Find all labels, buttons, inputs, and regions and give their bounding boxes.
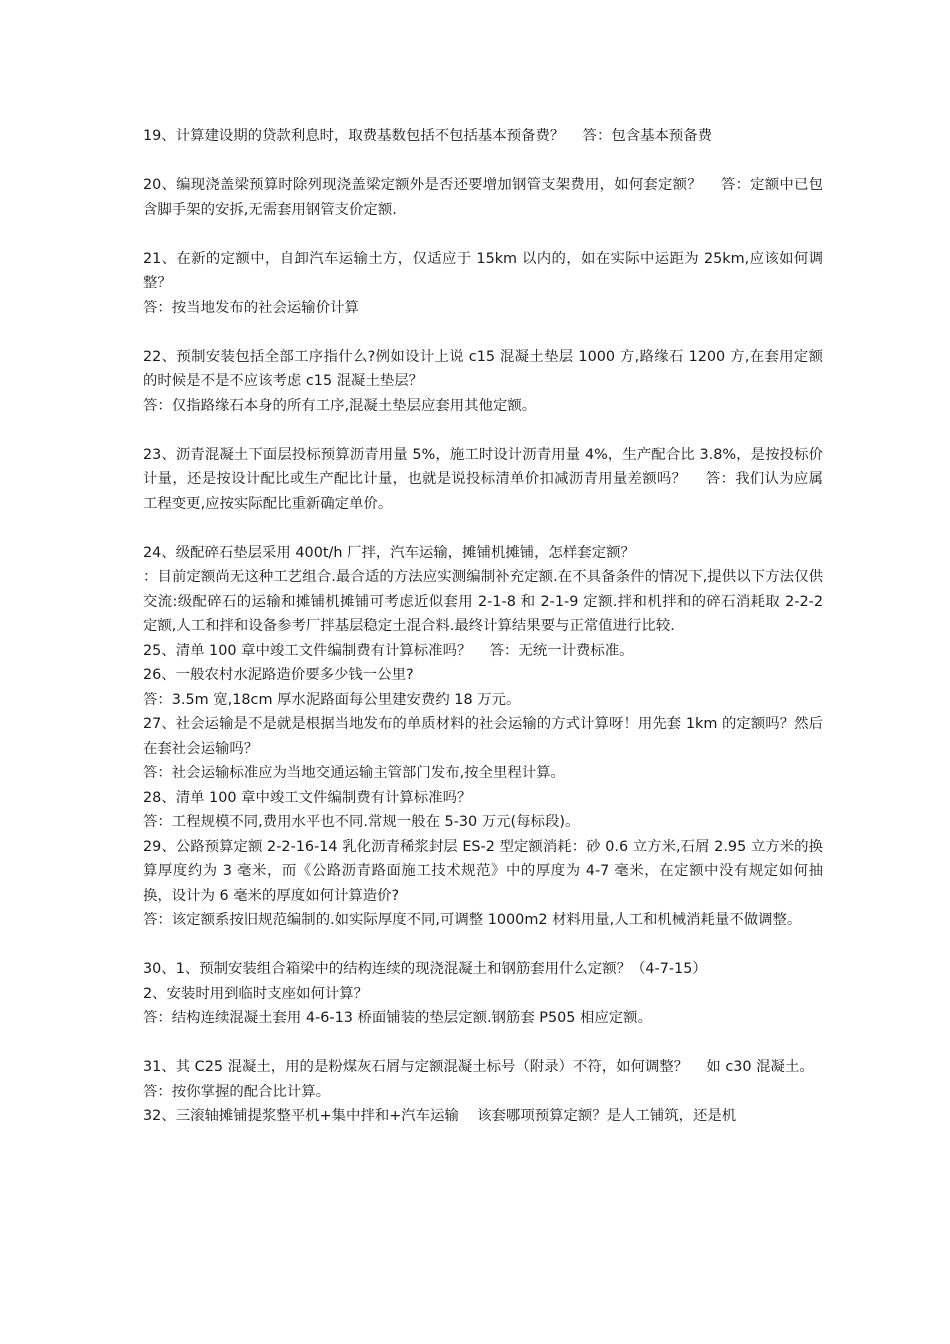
paragraph-26-answer: 答：3.5m 宽,18cm 厚水泥路面每公里建安费约 18 万元。 — [143, 691, 521, 708]
paragraph-24-question: 24、级配碎石垫层采用 400t/h 厂拌，汽车运输，摊铺机摊铺，怎样套定额？ — [143, 544, 635, 561]
paragraph-30-question-1: 30、1、预制安装组合箱梁中的结构连续的现浇混凝土和钢筋套用什么定额？（4-7-15） — [143, 961, 707, 977]
paragraph-gap — [143, 418, 823, 443]
paragraph-30-answer: 答：结构连续混凝土套用 4-6-13 桥面铺装的垫层定额.钢筋套 P505 相应定额。 — [143, 1010, 652, 1026]
paragraph-gap — [143, 1031, 823, 1056]
paragraph-19: 19、计算建设期的贷款利息时，取费基数包括不包括基本预备费？ 答：包含基本预备费 — [143, 128, 713, 144]
paragraph-22-question: 22、预制安装包括全部工序指什么?例如设计上说 c15 混凝土垫层 1000 方,路缘石 1200 方,在套用定额的时候是不是不应该考虑 c15 混凝土垫层？ — [143, 348, 823, 389]
paragraph-gap — [143, 933, 823, 958]
paragraph-31-answer: 答：按你掌握的配合比计算。 — [143, 1083, 331, 1100]
paragraph-22-answer: 答：仅指路缘石本身的所有工序,混凝土垫层应套用其他定额。 — [143, 397, 537, 414]
document-page — [143, 124, 828, 1129]
paragraph-29-answer: 答：该定额系按旧规范编制的.如实际厚度不同,可调整 1000m2 材料用量,人工和机械消耗量不做调整。 — [143, 912, 802, 928]
paragraph-24-answer: ：目前定额尚无这种工艺组合.最合适的方法应实测编制补充定额.在不具备条件的情况下,提供以下方法仅供交流:级配碎石的运输和摊铺机摊铺可考虑近似套用 2-1-8 和 2-1-9 定额.拌和机拌和的碎石消耗取 2-2-2 定额,人工和拌和设备参考厂拌基层稳定土混合料.最终计算结果要与正常值进行比较. — [143, 569, 828, 634]
paragraph-gap — [143, 222, 823, 247]
paragraph-28-question: 28、清单 100 章中竣工文件编制费有计算标准吗？ — [143, 789, 472, 806]
paragraph-27-answer: 答：社会运输标准应为当地交通运输主管部门发布,按全里程计算。 — [143, 765, 565, 781]
paragraph-gap — [143, 149, 823, 174]
paragraph-gap — [143, 320, 823, 345]
paragraph-25: 25、清单 100 章中竣工文件编制费有计算标准吗？ 答：无统一计费标准。 — [143, 642, 634, 659]
paragraph-20: 20、编现浇盖梁预算时除列现浇盖梁定额外是否还要增加钢管支架费用，如何套定额？ 答：定额中已包含脚手架的安拆,无需套用钢管支价定额. — [143, 177, 823, 218]
paragraph-23: 23、沥青混凝土下面层投标预算沥青用量 5%，施工时设计沥青用量 4%，生产配合比 3.8%，是按投标价计量，还是按设计配比或生产配比计量，也就是说投标清单价扣减沥青用量差额吗？ 答：我们认为应属工程变更,应按实际配比重新确定单价。 — [143, 446, 823, 512]
paragraph-28-answer: 答：工程规模不同,费用水平也不同.常规一般在 5-30 万元(每标段)。 — [143, 814, 580, 830]
paragraph-26-question: 26、一般农村水泥路造价要多少钱一公里? — [143, 667, 414, 683]
paragraph-30-question-2: 2、安装时用到临时支座如何计算？ — [143, 985, 369, 1002]
paragraph-21-answer: 答：按当地发布的社会运输价计算 — [143, 299, 359, 316]
paragraph-27-question: 27、社会运输是不是就是根据当地发布的单质材料的社会运输的方式计算呀！用先套 1km 的定额吗？然后在套社会运输吗？ — [143, 716, 823, 757]
paragraph-32: 32、三滚轴摊铺提浆整平机+集中拌和+汽车运输 该套哪项预算定额？是人工铺筑，还是机 — [143, 1108, 737, 1124]
paragraph-21-question: 21、在新的定额中，自卸汽车运输土方，仅适应于 15km 以内的，如在实际中运距为 25km,应该如何调整？ — [143, 250, 823, 291]
paragraph-29-question: 29、公路预算定额 2-2-16-14 乳化沥青稀浆封层 ES-2 型定额消耗：砂 0.6 立方米,石屑 2.95 立方米的换算厚度约为 3 毫米，而《公路沥青路面施工技术规范》中的厚度为 4-7 毫米，在定额中没有规定如何抽换，设计为 6 毫米的厚度如何计算造价? — [143, 838, 823, 904]
paragraph-31-question: 31、其 C25 混凝土，用的是粉煤灰石屑与定额混凝土标号（附录）不符，如何调整？ 如 c30 混凝土。 — [143, 1059, 814, 1075]
paragraph-gap — [143, 516, 823, 541]
